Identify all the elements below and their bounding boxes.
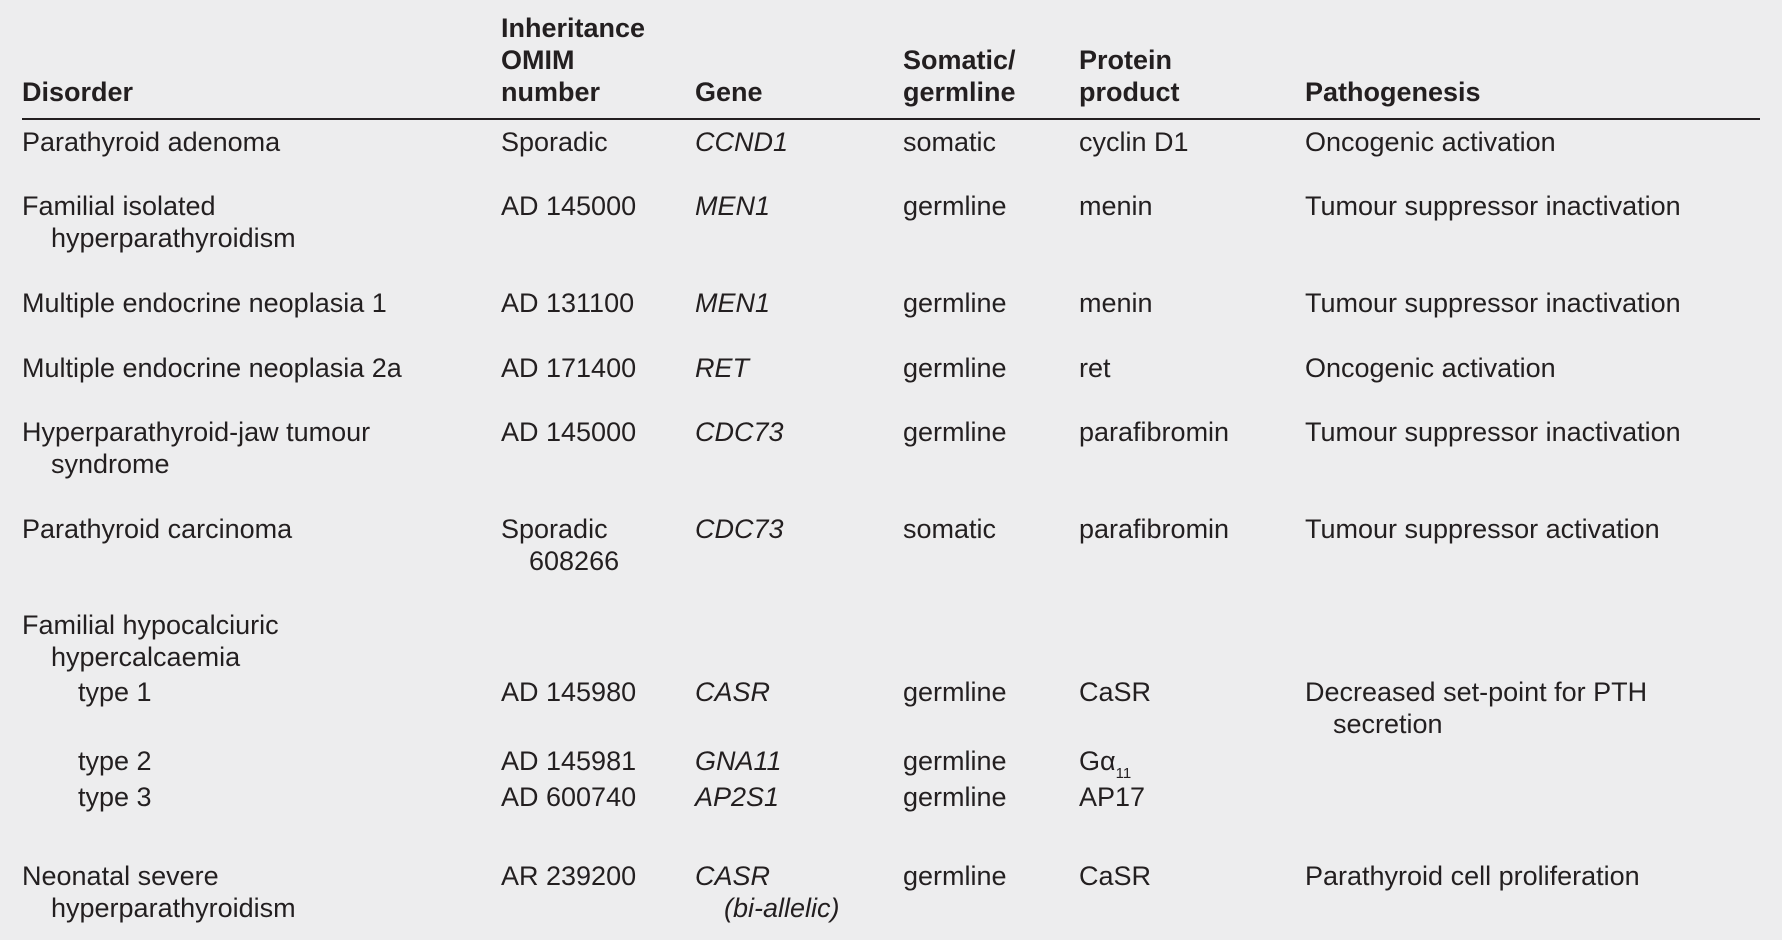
cell-protein: parafibromin xyxy=(1079,417,1230,447)
cell-disorder: Multiple endocrine neoplasia 2a xyxy=(22,353,402,383)
cell-inheritance: Sporadic xyxy=(501,127,608,157)
cell-disorder-cont: hyperparathyroidism xyxy=(51,223,296,253)
header-inheritance-line2: OMIM xyxy=(501,45,575,75)
header-protein-line1: Protein xyxy=(1079,45,1173,75)
cell-somatic: germline xyxy=(903,191,1007,221)
cell-gene: RET xyxy=(695,353,749,383)
cell-pathogenesis-cont: secretion xyxy=(1333,709,1443,739)
cell-inheritance: AD 600740 xyxy=(501,782,637,812)
cell-inheritance: AD 145980 xyxy=(501,677,637,707)
cell-somatic: germline xyxy=(903,782,1007,812)
cell-disorder: Parathyroid adenoma xyxy=(22,127,281,157)
cell-gene: GNA11 xyxy=(695,746,782,776)
cell-protein: CaSR xyxy=(1079,861,1152,891)
cell-gene: CDC73 xyxy=(695,417,784,447)
cell-somatic: germline xyxy=(903,746,1007,776)
cell-protein: parafibromin xyxy=(1079,514,1230,544)
cell-somatic: somatic xyxy=(903,127,997,157)
cell-gene: CCND1 xyxy=(695,127,789,157)
cell-inheritance: AD 145000 xyxy=(501,417,637,447)
cell-somatic: germline xyxy=(903,861,1007,891)
cell-gene: CDC73 xyxy=(695,514,784,544)
cell-protein: cyclin D1 xyxy=(1079,127,1189,157)
cell-pathogenesis: Tumour suppressor inactivation xyxy=(1305,191,1681,221)
cell-somatic: germline xyxy=(903,417,1007,447)
cell-disorder-subtype: type 3 xyxy=(78,782,152,812)
cell-pathogenesis: Oncogenic activation xyxy=(1305,127,1556,157)
header-disorder: Disorder xyxy=(22,77,134,107)
cell-disorder: Neonatal severe xyxy=(22,861,219,891)
cell-somatic: somatic xyxy=(903,514,997,544)
cell-disorder-subtype: type 2 xyxy=(78,746,152,776)
header-rule xyxy=(22,118,1760,120)
cell-pathogenesis: Tumour suppressor inactivation xyxy=(1305,288,1681,318)
cell-protein xyxy=(1079,745,1132,782)
cell-gene-note: (bi-allelic) xyxy=(724,893,840,923)
header-gene: Gene xyxy=(695,77,763,107)
cell-disorder-cont: syndrome xyxy=(51,449,170,479)
cell-protein: CaSR xyxy=(1079,677,1152,707)
cell-inheritance: AD 145981 xyxy=(501,746,637,776)
header-inheritance-line1: Inheritance xyxy=(501,13,646,43)
cell-protein: AP17 xyxy=(1079,782,1146,812)
protein-subscript: 11 xyxy=(1115,765,1132,782)
cell-protein: menin xyxy=(1079,288,1153,318)
cell-gene: AP2S1 xyxy=(695,782,780,812)
cell-inheritance-cont: 608266 xyxy=(529,546,620,576)
cell-somatic: germline xyxy=(903,288,1007,318)
cell-inheritance: AD 171400 xyxy=(501,353,637,383)
header-somatic-line2: germline xyxy=(903,77,1016,107)
cell-somatic: germline xyxy=(903,677,1007,707)
protein-symbol: Gα xyxy=(1079,746,1116,776)
cell-disorder: Multiple endocrine neoplasia 1 xyxy=(22,288,387,318)
cell-pathogenesis: Oncogenic activation xyxy=(1305,353,1556,383)
header-protein-line2: product xyxy=(1079,77,1180,107)
cell-gene: MEN1 xyxy=(695,288,771,318)
cell-pathogenesis: Tumour suppressor inactivation xyxy=(1305,417,1681,447)
cell-disorder: Hyperparathyroid-jaw tumour xyxy=(22,417,371,447)
cell-gene: MEN1 xyxy=(695,191,771,221)
cell-protein: ret xyxy=(1079,353,1111,383)
cell-inheritance: AD 145000 xyxy=(501,191,637,221)
cell-inheritance: AD 131100 xyxy=(501,288,635,318)
header-somatic-line1: Somatic/ xyxy=(903,45,1016,75)
cell-disorder-cont: hyperparathyroidism xyxy=(51,893,296,923)
cell-disorder: Familial isolated xyxy=(22,191,216,221)
cell-somatic: germline xyxy=(903,353,1007,383)
cell-disorder: Familial hypocalciuric xyxy=(22,610,279,640)
cell-disorder-cont: hypercalcaemia xyxy=(51,642,241,672)
cell-gene: CASR xyxy=(695,861,771,891)
header-pathogenesis: Pathogenesis xyxy=(1305,77,1481,107)
cell-pathogenesis: Decreased set-point for PTH xyxy=(1305,677,1648,707)
cell-disorder: Parathyroid carcinoma xyxy=(22,514,293,544)
cell-pathogenesis: Tumour suppressor activation xyxy=(1305,514,1660,544)
cell-disorder-subtype: type 1 xyxy=(78,677,152,707)
cell-inheritance: Sporadic xyxy=(501,514,608,544)
cell-pathogenesis: Parathyroid cell proliferation xyxy=(1305,861,1640,891)
cell-inheritance: AR 239200 xyxy=(501,861,637,891)
cell-protein: menin xyxy=(1079,191,1153,221)
header-inheritance-line3: number xyxy=(501,77,601,107)
cell-gene: CASR xyxy=(695,677,771,707)
